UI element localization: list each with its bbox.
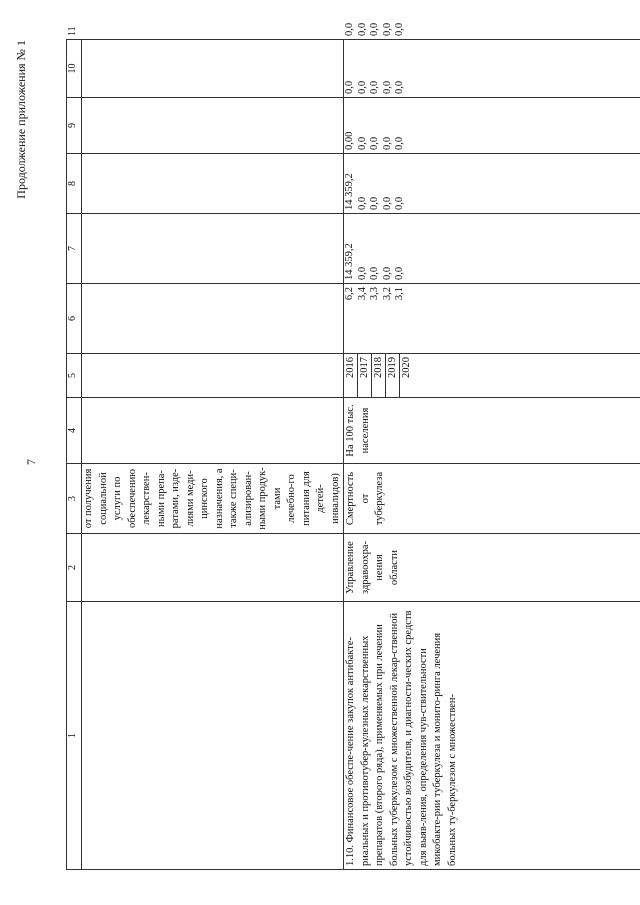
year-value: 2018 [372,354,386,397]
table-cell [82,214,344,284]
table-cell [82,354,344,398]
col-number-3: 3 [67,464,82,534]
year-value: 2019 [386,354,400,397]
col-number-6: 6 [67,284,82,354]
value: 0,0 [369,136,380,150]
rotated-page [14,22,636,870]
value: 0,0 [394,80,405,94]
value: 0,0 [381,80,393,94]
value: 0,0 [356,266,368,280]
year-value: 2020 [401,357,412,378]
value: 0,0 [369,196,380,210]
cell-col-9 [344,98,640,154]
cell-activity-empty [82,602,344,870]
table-row-continuation [82,40,344,870]
col-number-2: 2 [67,534,82,602]
value: 6,2 [344,287,355,301]
value: 0,0 [369,266,380,280]
value: 0,0 [394,196,405,210]
table-row-1-10: 1.10. Финансовое обеспе-чение закупок антибакте-риальных и противотубер-кулезных лекарственных препаратов (второго ряда), применяемых при лечении больных туберкулезом с множественной лекар-ственной устойчивостью возбудителя, и диагности-ческих средств для выяв-ления, определения чув-ствительности микобакте-рии туберкулеза и монито-ринга лечения больных ту-беркулезом с множествен- Управление здравоохра-нения области Смертность от туберкулеза На 100 тыс. населения 2016 2017 2018 2019 2020 6,2 3,4 3,3 3,2 3,1 14 359,2 0,0 0,0 0,0 0,0 14 359,2 0,0 0,0 0,0 0,0 0,00 0,0 0,0 0,0 0,0 0,0 0,0 0,0 0,0 0,0 0,0 0,0 0,0 0,0 0,0 [344,40,640,870]
value: 0,0 [356,80,368,94]
cell-col-10 [344,40,640,98]
cell-col-7 [344,214,640,284]
cell-executor-empty [82,534,344,602]
table-cell [82,154,344,214]
col-number-4: 4 [67,398,82,464]
column-number-row: 1 2 3 4 5 6 7 8 9 10 11 [67,40,82,870]
col-number-1: 1 [67,602,82,870]
appendix-label: Продолжение приложения № 1 [14,40,28,199]
col-number-5: 5 [67,354,82,398]
cell-indicator: Смертность от туберкулеза [344,464,640,534]
cell-executor: Управление здравоохра-нения области [344,534,640,602]
value: 0,0 [394,136,405,150]
value: 0,0 [356,196,368,210]
col-number-10: 10 [67,40,82,98]
cell-years [344,354,640,398]
value: 3,4 [356,287,368,301]
cell-col-6 [344,284,640,354]
col-number-7: 7 [67,214,82,284]
value: 0,0 [356,136,368,150]
table-cell [82,398,344,464]
value: 14 359,2 [344,243,355,280]
cell-col-8 [344,154,640,214]
value: 0,0 [381,196,393,210]
year-value: 2016 [344,354,358,397]
value: 3,2 [381,287,393,301]
year-value: 2017 [358,354,372,397]
cell-activity-1-10: 1.10. Финансовое обеспе-чение закупок антибакте-риальных и противотубер-кулезных лекарственных препаратов (второго ряда), применяемых при лечении больных туберкулезом с множественной лекар-ственной устойчивостью возбудителя, и диагности-ческих средств для выяв-ления, определения чув-ствительности микобакте-рии туберкулеза и монито-ринга лечения больных ту-беркулезом с множествен- [344,602,640,870]
value: 0,0 [369,80,380,94]
page-number: 7 [24,459,38,465]
value: 0,00 [344,131,355,150]
value: 3,1 [394,287,405,301]
value: 0,0 [381,136,393,150]
cell-unit: На 100 тыс. населения [344,398,640,464]
cell-indicator-continuation: от получения социальной услуги по обеспечению лекарствен-ными препа-ратами, изде-лиями меди-цинского назначения, а также специ-ализирован-ными продук-тами лечебно-го питания для детей-инвалидов) [82,464,344,534]
value: 0,0 [394,266,405,280]
budget-table [66,22,640,870]
table-cell [82,40,344,98]
value: 3,3 [369,287,380,301]
table-cell [82,284,344,354]
table-cell [82,98,344,154]
col-number-8: 8 [67,154,82,214]
value: 0,0 [344,80,355,94]
value: 0,0 [381,266,393,280]
col-number-9: 9 [67,98,82,154]
value: 14 359,2 [344,173,355,210]
